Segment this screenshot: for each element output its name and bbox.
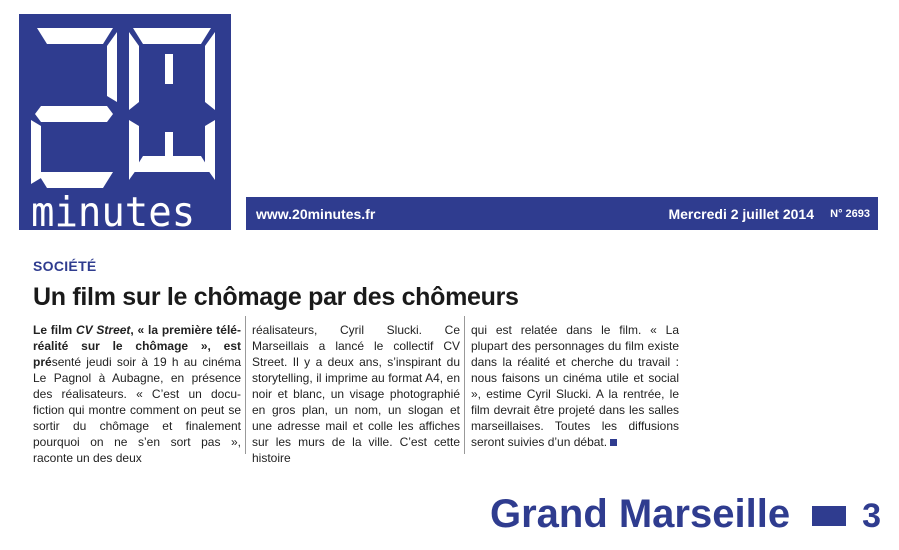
article-column-2 [252, 322, 460, 466]
article-title: Un film sur le chômage par des chômeurs [33, 283, 519, 311]
site-url[interactable]: www.20minutes.fr [256, 206, 376, 222]
column-divider [464, 316, 465, 454]
masthead-bar [246, 197, 878, 230]
section-label: SOCIÉTÉ [33, 258, 97, 274]
article-column-1 [33, 322, 241, 466]
page-footer [490, 490, 881, 540]
column-2-body: réalisateurs, Cyril Slucki. Ce Marseillais a lancé le collectif CV Street. Il y a deux ans, s’inspirant du storytelling, il imprime au format A4, en noir et blanc, un visage photographié en gros plan, un nom, un slogan et une adresse mail et colle les affiches sur les murs de la ville. C’est cette histoire [252, 323, 460, 465]
square-separator-icon [812, 506, 846, 526]
region-title: Grand Marseille [489, 492, 791, 536]
issue-number: N° 2693 [830, 208, 870, 220]
logo [19, 14, 231, 230]
end-of-article-icon [610, 439, 617, 446]
column-divider [245, 316, 246, 454]
page-number: 3 [862, 497, 881, 535]
column-3-body: qui est relatée dans le film. « La plupart des personnages du film existe dans la réalité et cherche du travail : nous faisons un cinéma utile et social », estime Cyril Slucki. A la rentrée, le film devrait être projeté dans les salles marseillaises. Toutes les diffusions seront suivies d’un débat. [471, 323, 679, 449]
logo-wordmark: minutes [31, 188, 196, 230]
article-column-3 [471, 322, 679, 450]
lead-film-title: CV Street [75, 323, 131, 337]
issue-date: Mercredi 2 juillet 2014 [668, 206, 814, 222]
column-1-body: senté jeudi soir à 19 h au cinéma Le Pagnol à Aubagne, en présence des réalisateurs. « C’est un docu-fiction qui montre comment on peut se sortir du chômage et finalement pourquoi on ne s’en sort pas », raconte un des deux [33, 355, 241, 465]
lead-prefix: Le film [33, 323, 76, 337]
lead-rest: , « la première télé-réalité sur le chômage », est pré [33, 323, 241, 369]
